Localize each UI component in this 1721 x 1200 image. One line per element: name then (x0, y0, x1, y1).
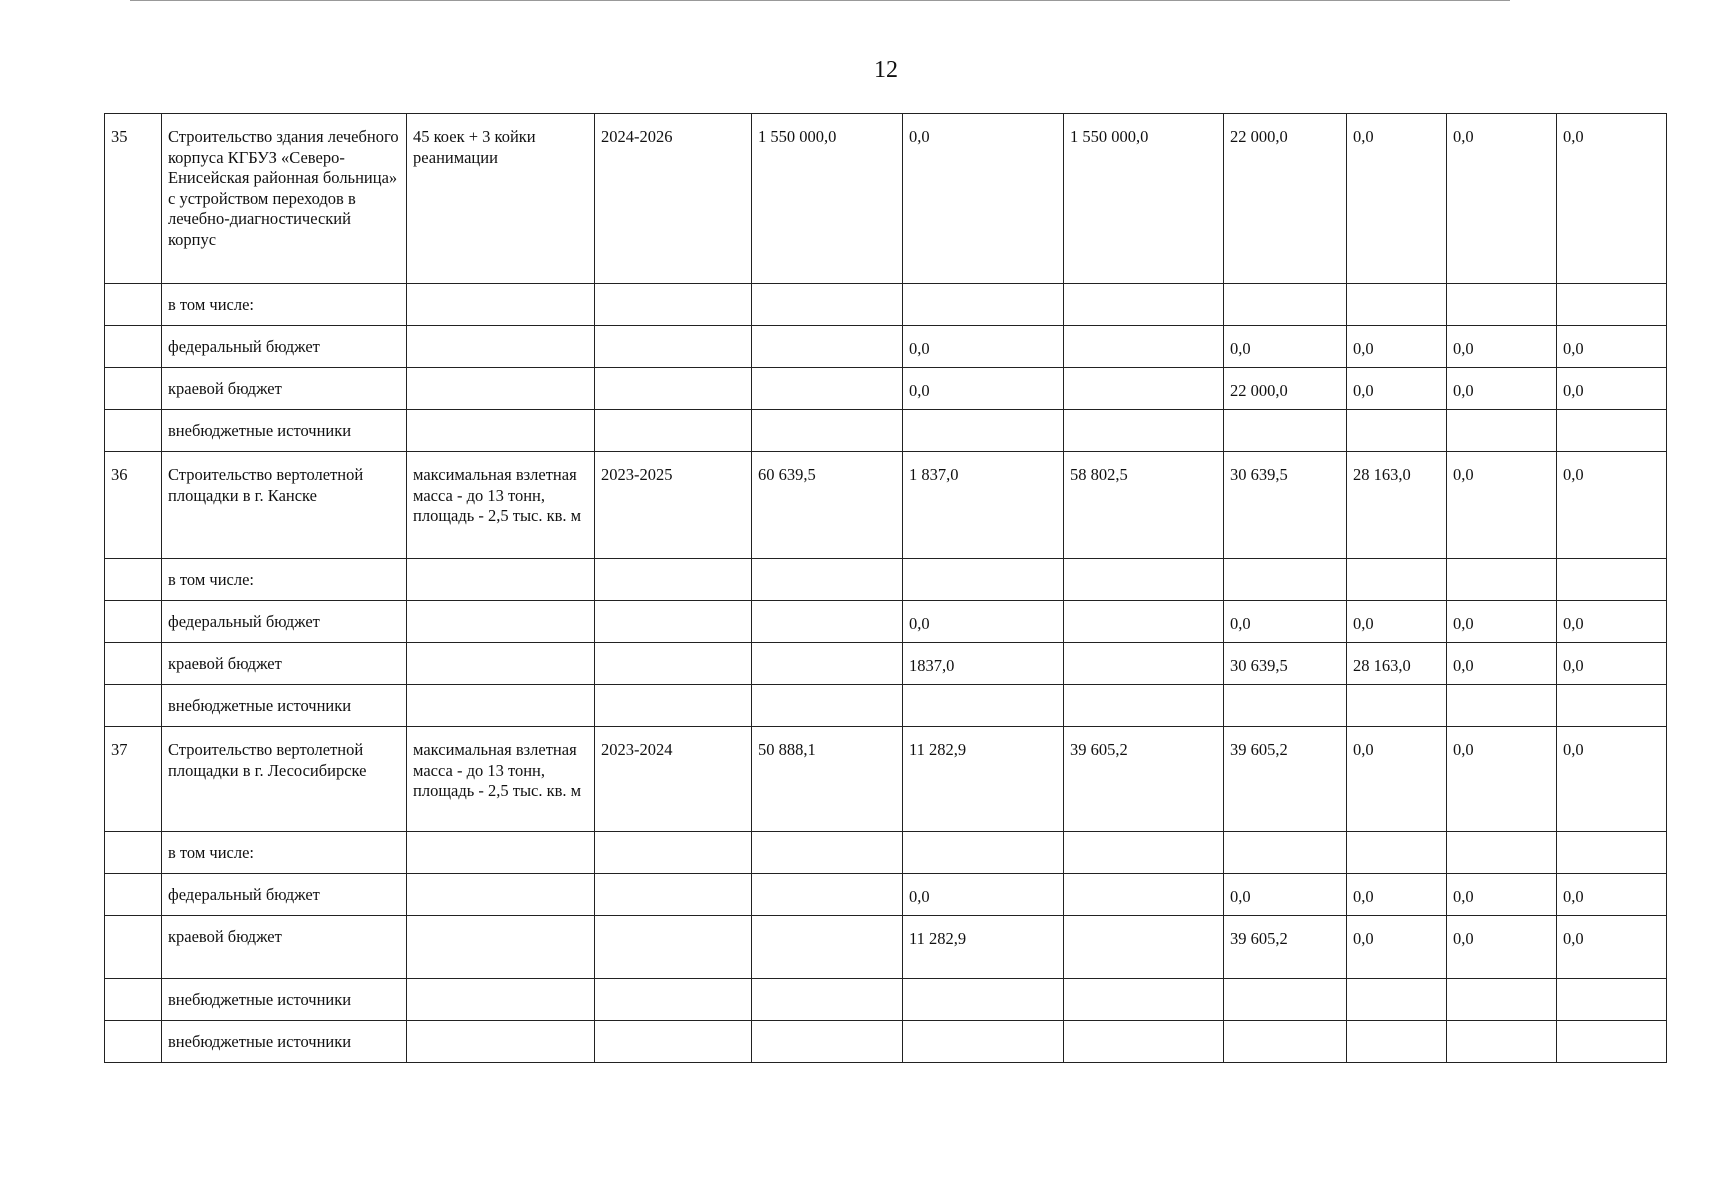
table-row (105, 874, 1667, 916)
cell-value: 39 605,2 (1224, 727, 1347, 832)
cell-value: 0,0 (1447, 601, 1557, 643)
cell-value (903, 284, 1064, 326)
page-number: 12 (874, 57, 898, 83)
cell-value (1557, 559, 1667, 601)
object-name: Строительство вертолетной площадки в г. Канске (162, 452, 407, 559)
cell-value (1557, 284, 1667, 326)
cell-value: 0,0 (903, 874, 1064, 916)
cell-value (1347, 832, 1447, 874)
cell-value (903, 832, 1064, 874)
object-period: 2023-2025 (595, 452, 752, 559)
cell-value: 0,0 (1347, 916, 1447, 979)
subrow-label: федеральный бюджет (162, 326, 407, 368)
table-row (105, 979, 1667, 1021)
cell-value: 28 163,0 (1347, 452, 1447, 559)
cell-value (1347, 559, 1447, 601)
cell-value: 11 282,9 (903, 727, 1064, 832)
cell-value (1557, 979, 1667, 1021)
subrow-label: в том числе: (162, 284, 407, 326)
cell-value: 0,0 (1347, 326, 1447, 368)
subrow-label: внебюджетные источники (162, 685, 407, 727)
cell-value: 0,0 (903, 368, 1064, 410)
cell-value: 22 000,0 (1224, 368, 1347, 410)
cell-value: 0,0 (1447, 326, 1557, 368)
cell-value (1557, 685, 1667, 727)
subrow-label: федеральный бюджет (162, 601, 407, 643)
cell-value (1447, 685, 1557, 727)
cell-value: 0,0 (1224, 874, 1347, 916)
cell-value (903, 1021, 1064, 1063)
cell-value (1347, 410, 1447, 452)
subrow-label: внебюджетные источники (162, 1021, 407, 1063)
cell-value: 0,0 (1557, 643, 1667, 685)
cell-value: 0,0 (1557, 916, 1667, 979)
cell-value (1447, 410, 1557, 452)
cell-value: 0,0 (1557, 368, 1667, 410)
cell-value: 0,0 (1224, 326, 1347, 368)
cell-value: 0,0 (1347, 601, 1447, 643)
cell-value (1224, 979, 1347, 1021)
cell-value: 0,0 (903, 601, 1064, 643)
cell-value: 1837,0 (903, 643, 1064, 685)
object-period: 2024-2026 (595, 114, 752, 284)
cell-value (903, 559, 1064, 601)
cell-value: 28 163,0 (1347, 643, 1447, 685)
cell-value (1557, 832, 1667, 874)
table-row (105, 559, 1667, 601)
cell-value: 1 550 000,0 (752, 114, 903, 284)
cell-value (1557, 1021, 1667, 1063)
cell-value: 0,0 (1557, 874, 1667, 916)
cell-value: 0,0 (1447, 874, 1557, 916)
cell-value (1447, 1021, 1557, 1063)
cell-value: 11 282,9 (903, 916, 1064, 979)
cell-value (1447, 832, 1557, 874)
table-row (105, 410, 1667, 452)
table-row (105, 284, 1667, 326)
cell-value (903, 979, 1064, 1021)
cell-value (1347, 284, 1447, 326)
table-row (105, 685, 1667, 727)
cell-value: 0,0 (1347, 727, 1447, 832)
object-capacity: максимальная взлетная масса - до 13 тонн, площадь - 2,5 тыс. кв. м (407, 452, 595, 559)
table-row (105, 727, 1667, 832)
subrow-label: внебюджетные источники (162, 410, 407, 452)
cell-value: 0,0 (1447, 114, 1557, 284)
row-number: 37 (105, 727, 162, 832)
table-row (105, 1021, 1667, 1063)
table-row (105, 114, 1667, 284)
cell-value: 58 802,5 (1064, 452, 1224, 559)
cell-value: 0,0 (1557, 114, 1667, 284)
cell-value: 1 550 000,0 (1064, 114, 1224, 284)
cell-value (903, 410, 1064, 452)
cell-value: 0,0 (1347, 368, 1447, 410)
cell-value (903, 685, 1064, 727)
table-row (105, 326, 1667, 368)
table-row (105, 916, 1667, 979)
table-row (105, 368, 1667, 410)
cell-value: 0,0 (1557, 452, 1667, 559)
cell-value: 22 000,0 (1224, 114, 1347, 284)
subrow-label: краевой бюджет (162, 368, 407, 410)
table-row (105, 601, 1667, 643)
cell-value: 0,0 (1557, 601, 1667, 643)
cell-value (1347, 1021, 1447, 1063)
cell-value (1224, 559, 1347, 601)
cell-value: 0,0 (1447, 727, 1557, 832)
cell-value: 0,0 (1347, 114, 1447, 284)
cell-value: 0,0 (903, 326, 1064, 368)
subrow-label: в том числе: (162, 832, 407, 874)
cell-value (1347, 979, 1447, 1021)
cell-value: 0,0 (1447, 643, 1557, 685)
subrow-label: краевой бюджет (162, 643, 407, 685)
cell-value: 39 605,2 (1064, 727, 1224, 832)
cell-value (1347, 685, 1447, 727)
cell-value: 30 639,5 (1224, 452, 1347, 559)
row-number: 35 (105, 114, 162, 284)
subrow-label: в том числе: (162, 559, 407, 601)
investment-table (104, 113, 1667, 1063)
object-period: 2023-2024 (595, 727, 752, 832)
cell-value (1224, 685, 1347, 727)
cell-value: 0,0 (903, 114, 1064, 284)
cell-value: 0,0 (1447, 452, 1557, 559)
cell-value: 60 639,5 (752, 452, 903, 559)
cell-value: 39 605,2 (1224, 916, 1347, 979)
subrow-label: краевой бюджет (162, 916, 407, 979)
cell-value: 0,0 (1557, 727, 1667, 832)
row-number: 36 (105, 452, 162, 559)
cell-value (1224, 410, 1347, 452)
cell-value (1224, 1021, 1347, 1063)
cell-value (1447, 979, 1557, 1021)
cell-value: 0,0 (1447, 916, 1557, 979)
cell-value (1224, 284, 1347, 326)
cell-value: 0,0 (1347, 874, 1447, 916)
cell-value (1447, 284, 1557, 326)
object-name: Строительство здания лечебного корпуса КГБУЗ «Северо-Енисейская районная больница» с устройством переходов в лечебно-диагностический корпус (162, 114, 407, 284)
table-row (105, 452, 1667, 559)
cell-value: 0,0 (1557, 326, 1667, 368)
cell-value: 30 639,5 (1224, 643, 1347, 685)
cell-value (1447, 559, 1557, 601)
cell-value: 0,0 (1447, 368, 1557, 410)
cell-value (1557, 410, 1667, 452)
cell-value: 0,0 (1224, 601, 1347, 643)
object-capacity: 45 коек + 3 койки реанимации (407, 114, 595, 284)
top-scan-edge (130, 0, 1510, 1)
cell-value (1224, 832, 1347, 874)
subrow-label: федеральный бюджет (162, 874, 407, 916)
cell-value: 1 837,0 (903, 452, 1064, 559)
subrow-label: внебюджетные источники (162, 979, 407, 1021)
table-row (105, 832, 1667, 874)
cell-value: 50 888,1 (752, 727, 903, 832)
object-capacity: максимальная взлетная масса - до 13 тонн, площадь - 2,5 тыс. кв. м (407, 727, 595, 832)
object-name: Строительство вертолетной площадки в г. Лесосибирске (162, 727, 407, 832)
table-row (105, 643, 1667, 685)
